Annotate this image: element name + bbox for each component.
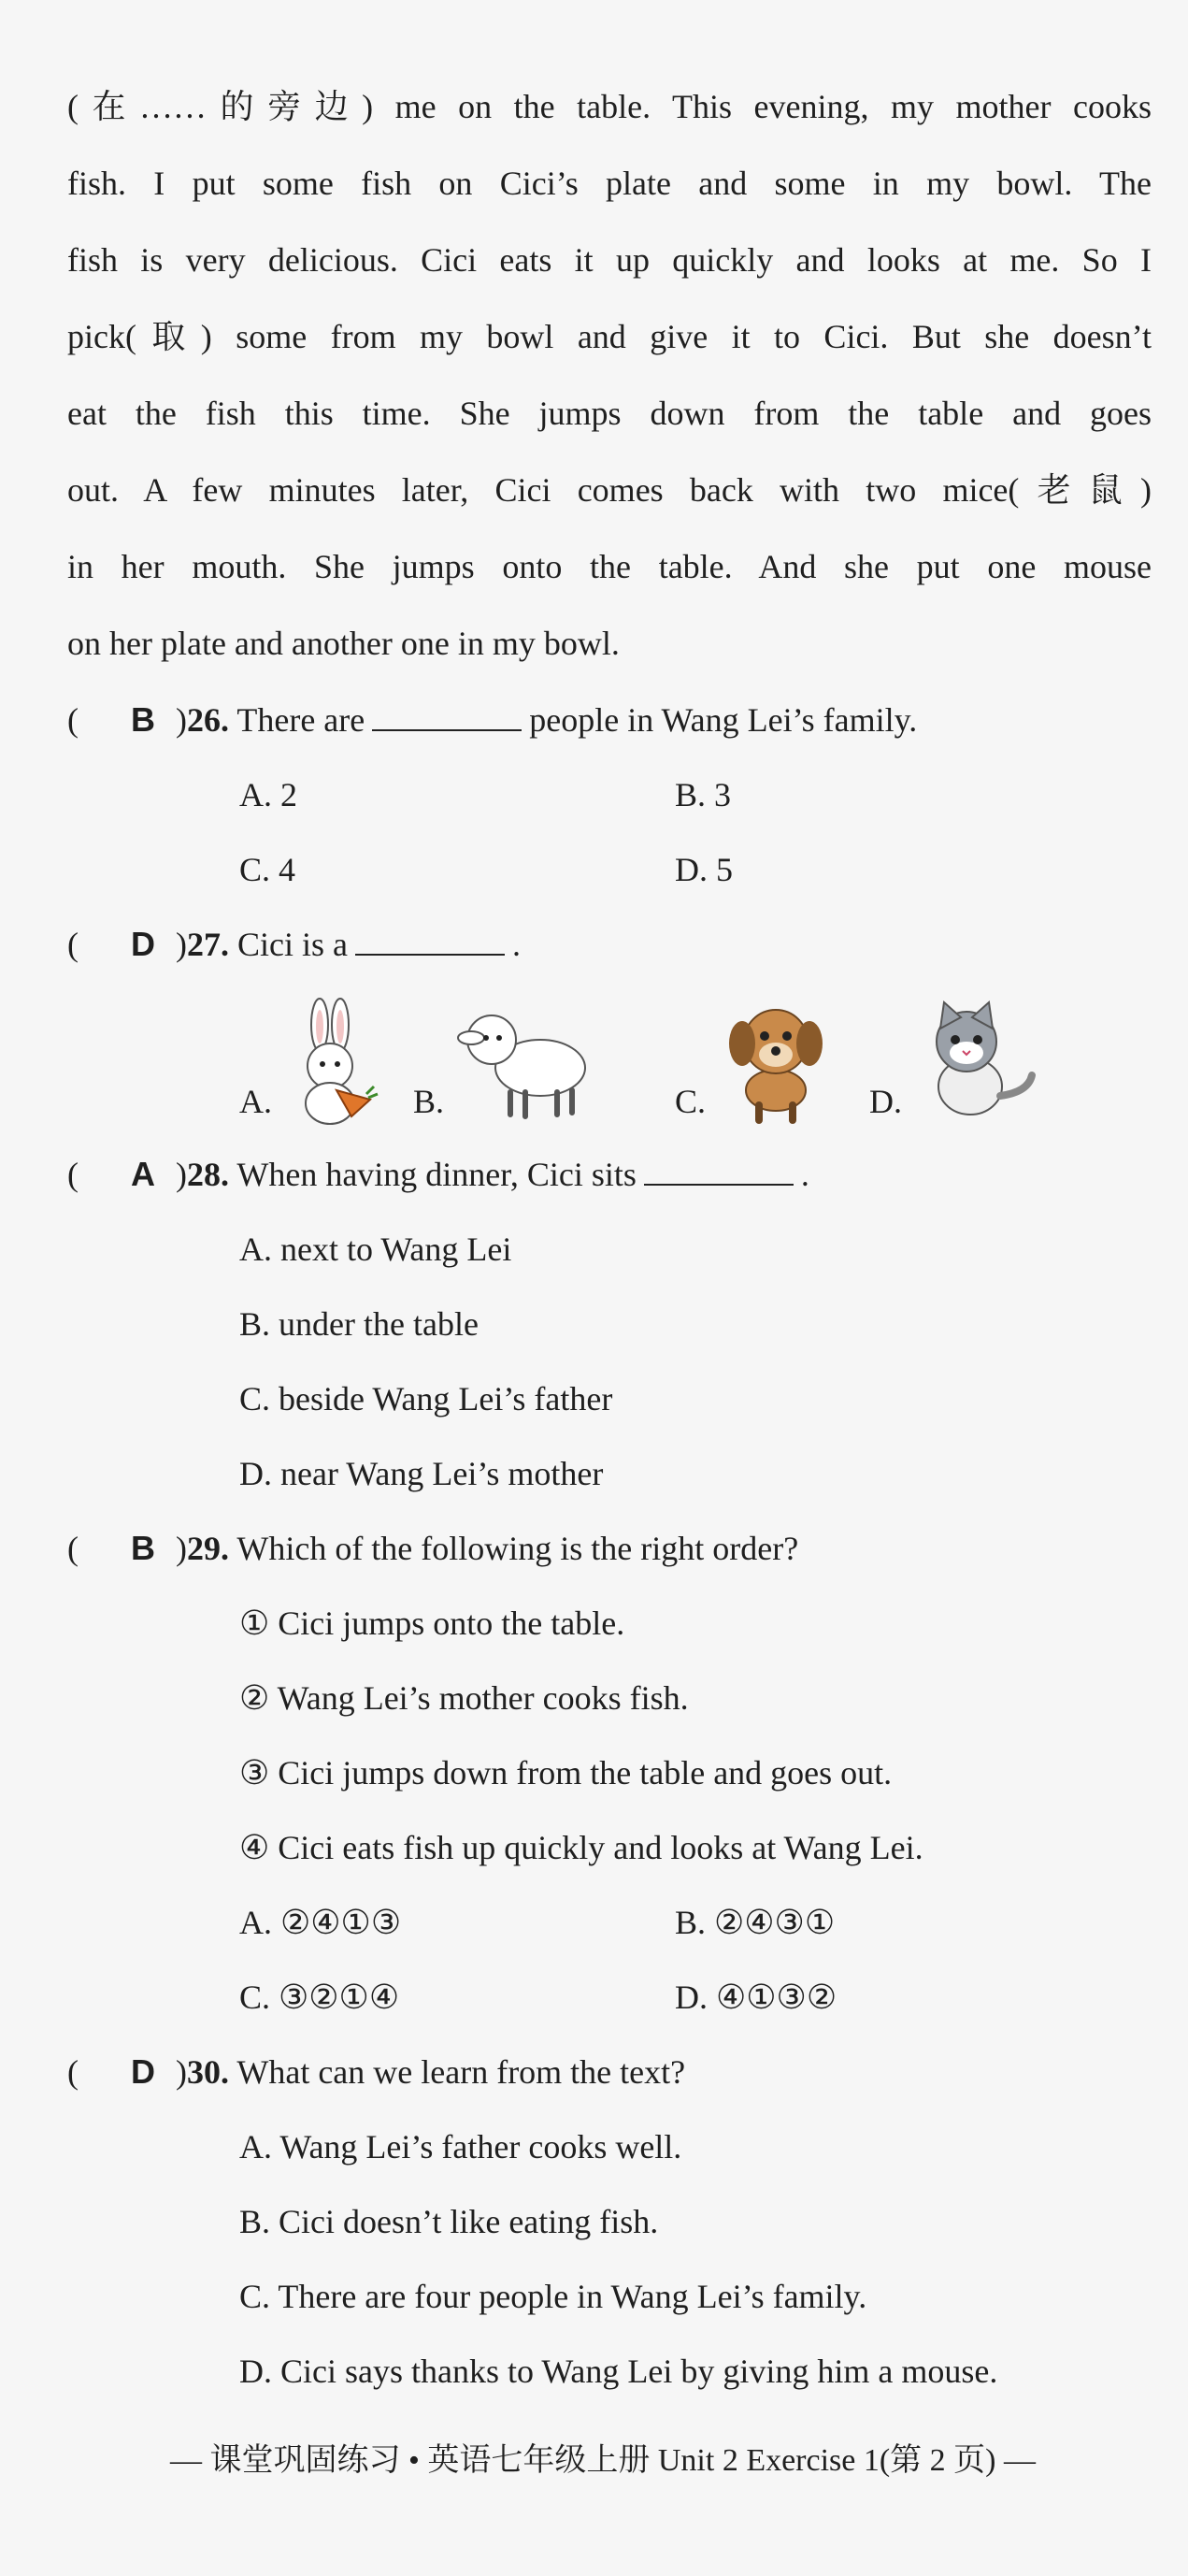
question-30: ( D )30. What can we learn from the text?	[67, 2050, 685, 2094]
answer-28: A	[131, 1155, 155, 1193]
question-number: 29.	[187, 1530, 229, 1567]
option-d: D. ④①③②	[675, 1979, 837, 2016]
question-number: 28.	[187, 1156, 229, 1193]
question-number: 26.	[187, 701, 229, 739]
option-d: D. Cici says thanks to Wang Lei by giving him a mouse.	[239, 2353, 998, 2390]
answer-29: B	[131, 1529, 155, 1567]
question-26: ( B )26. There are people in Wang Lei’s family.	[67, 698, 917, 742]
option-c: C. beside Wang Lei’s father	[239, 1380, 613, 1418]
event-item: ① Cici jumps onto the table.	[239, 1605, 625, 1642]
option-b: B. Cici doesn’t like eating fish.	[239, 2203, 659, 2240]
question-29: ( B )29. Which of the following is the right order?	[67, 1526, 798, 1571]
answer-blank	[644, 1152, 794, 1186]
answer-26: B	[131, 700, 155, 739]
event-item: ③ Cici jumps down from the table and goes out.	[239, 1754, 893, 1792]
event-item: ④ Cici eats fish up quickly and looks at Wang Lei.	[239, 1829, 923, 1866]
option-a: A. next to Wang Lei	[239, 1230, 512, 1268]
option-b: B.	[413, 1083, 445, 1120]
answer-27: D	[131, 925, 155, 963]
option-c: C. ③②①④	[239, 1979, 400, 2016]
option-c: C.	[675, 1083, 707, 1120]
option-c: C. 4	[239, 851, 296, 888]
answer-30: D	[131, 2052, 155, 2091]
option-d: D.	[869, 1083, 902, 1120]
question-28: ( A )28. When having dinner, Cici sits .	[67, 1152, 809, 1197]
option-c: C. There are four people in Wang Lei’s family.	[239, 2278, 867, 2315]
question-number: 30.	[187, 2053, 229, 2091]
answer-blank	[372, 698, 522, 731]
passage-line: fish. I put some fish on Cici’s plate and some in my bowl. The	[67, 165, 1152, 202]
option-a: A.	[239, 1083, 272, 1120]
option-a: A. 2	[239, 776, 297, 813]
answer-blank	[355, 922, 505, 956]
option-b: B. ②④③①	[675, 1904, 836, 1941]
question-number: 27.	[187, 926, 229, 963]
passage-line: in her mouth. She jumps onto the table. And she put one mouse	[67, 548, 1152, 585]
option-d: D. 5	[675, 851, 733, 888]
sheep-icon	[454, 1000, 594, 1122]
passage-line: on her plate and another one in my bowl.	[67, 625, 620, 662]
page-footer: — 课堂巩固练习 • 英语七年级上册 Unit 2 Exercise 1(第 2 页) —	[169, 2443, 1037, 2478]
option-b: B. under the table	[239, 1305, 479, 1343]
passage-line: (在……的旁边) me on the table. This evening, my mother cooks	[67, 88, 1152, 125]
event-item: ② Wang Lei’s mother cooks fish.	[239, 1679, 689, 1717]
passage-line: out. A few minutes later, Cici comes back with two mice(老鼠)	[67, 471, 1152, 509]
option-a: A. ②④①③	[239, 1904, 402, 1941]
passage-line: eat the fish this time. She jumps down from the table and goes	[67, 395, 1152, 432]
option-d: D. near Wang Lei’s mother	[239, 1455, 604, 1492]
question-27: ( D )27. Cici is a .	[67, 922, 521, 967]
passage-line: pick(取) some from my bowl and give it to Cici. But she doesn’t	[67, 318, 1152, 355]
passage-line: fish is very delicious. Cici eats it up quickly and looks at me. So I	[67, 241, 1152, 279]
option-a: A. Wang Lei’s father cooks well.	[239, 2128, 682, 2166]
cat-icon	[916, 997, 1038, 1122]
rabbit-icon	[280, 997, 383, 1128]
dog-icon	[720, 995, 832, 1126]
option-b: B. 3	[675, 776, 732, 813]
